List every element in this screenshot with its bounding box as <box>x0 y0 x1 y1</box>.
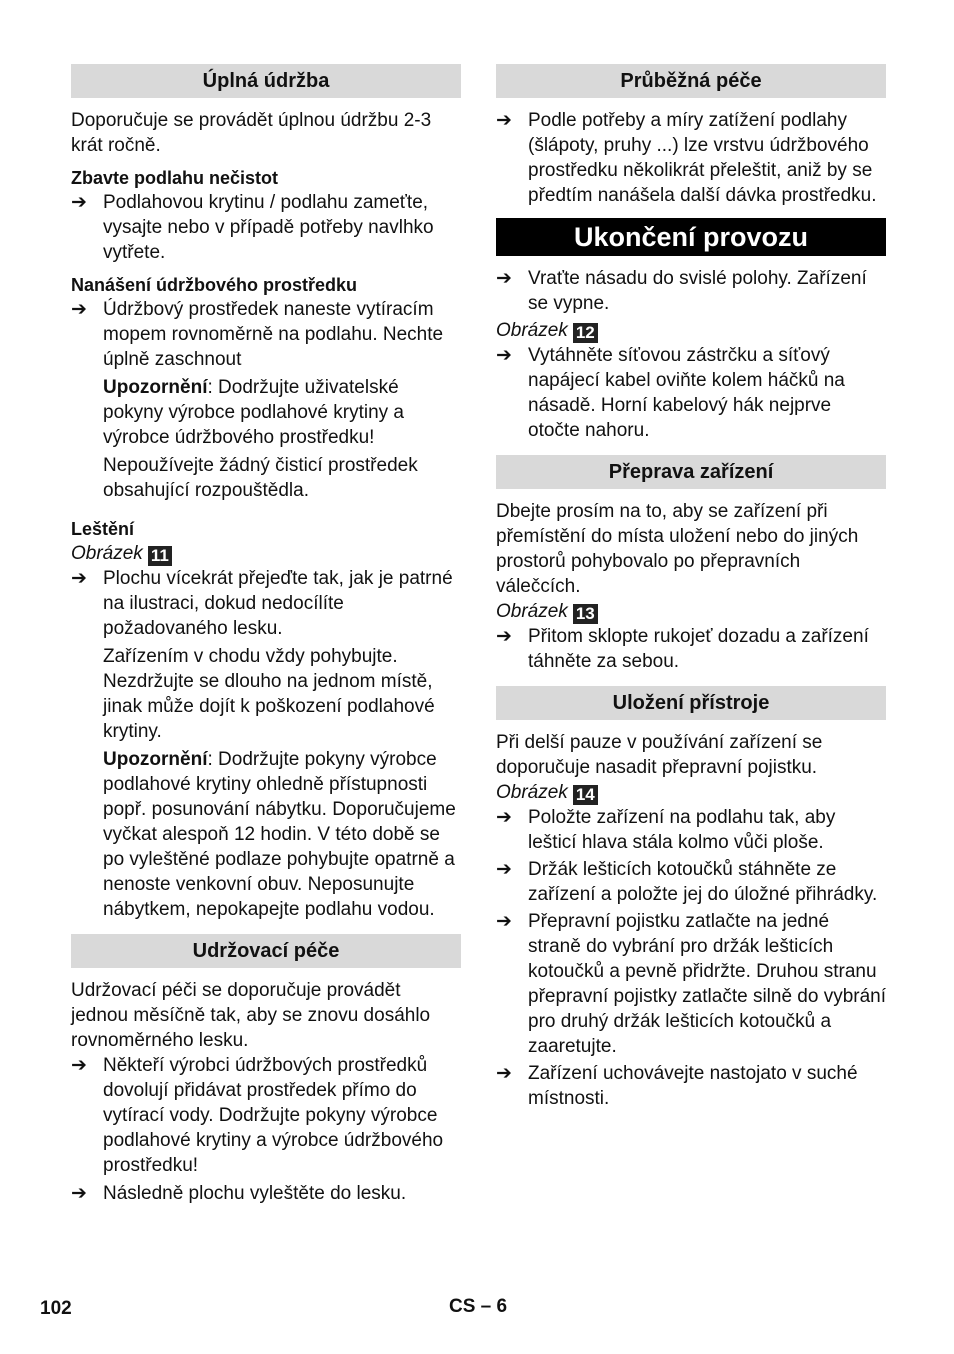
list-item-text: Vraťte násadu do svislé polohy. Zařízení se vypne. <box>528 268 867 314</box>
figure-reference <box>496 599 886 624</box>
note-label: Upozornění <box>103 377 208 398</box>
figure-number: 14 <box>573 785 598 805</box>
list-item-text: Vytáhněte síťovou zástrčku a síťový napájecí kabel oviňte kolem háčků na násadě. Horní kabelový hák nejprve otočte nahoru. <box>528 345 845 441</box>
note: Nepoužívejte žádný čisticí prostředek obsahující rozpouštědla. <box>103 455 418 501</box>
list-item-text: Položte zařízení na podlahu tak, aby lešticí hlava stála kolmo vůči ploše. <box>528 807 836 853</box>
list-item-text: Údržbový prostředek naneste vytíracím mopem rovnoměrně na podlahu. Nechte úplně zaschnout <box>103 299 444 370</box>
arrow-right-icon: ➔ <box>71 568 87 589</box>
section-heading-maintenance-care: Udržovací péče <box>71 934 461 968</box>
arrow-right-icon: ➔ <box>496 345 512 366</box>
list-item <box>71 1053 461 1178</box>
list-item <box>496 266 886 316</box>
list-item-text: Následně plochu vyleštěte do lesku. <box>103 1183 407 1204</box>
arrow-right-icon: ➔ <box>496 268 512 289</box>
list-item-text: Podle potřeby a míry zatížení podlahy (šlápoty, pruhy ...) lze vrstvu údržbového prostředku několikrát přeleštit, aniž by se předtím nanášela další dávka prostředku. <box>528 110 877 206</box>
list-item <box>71 297 461 372</box>
paragraph: Doporučuje se provádět úplnou údržbu 2-3 krát ročně. <box>71 110 432 156</box>
note-label: Upozornění <box>103 749 208 770</box>
list-item <box>496 805 886 855</box>
list-item <box>496 108 886 208</box>
right-column <box>496 64 886 1113</box>
section-heading-ongoing-care: Průběžná péče <box>496 64 886 98</box>
arrow-right-icon: ➔ <box>496 1063 512 1084</box>
figure-label: Obrázek <box>71 543 143 564</box>
note <box>71 747 461 922</box>
chapter-heading-shutdown: Ukončení provozu <box>496 218 886 256</box>
figure-number: 13 <box>573 604 598 624</box>
list-item-text: Zařízení uchovávejte nastojato v suché místnosti. <box>528 1063 858 1109</box>
arrow-right-icon: ➔ <box>496 859 512 880</box>
arrow-right-icon: ➔ <box>496 911 512 932</box>
paragraph: Při delší pauze v používání zařízení se doporučuje nasadit přepravní pojistku. <box>496 732 823 778</box>
paragraph: Dbejte prosím na to, aby se zařízení při přemístění do místa uložení nebo do jiných prostorů pohybovalo po přepravních válečcích. <box>496 501 859 597</box>
page-number: 102 <box>40 1298 72 1319</box>
arrow-right-icon: ➔ <box>496 807 512 828</box>
list-item-text: Držák lešticích kotoučků stáhněte ze zařízení a položte jej do úložné přihrádky. <box>528 859 878 905</box>
list-item <box>71 1181 461 1206</box>
list-item-text: Přepravní pojistku zatlačte na jedné straně do vybrání pro držák lešticích kotoučků a pevně přidržte. Druhou stranu přepravní pojistky zatlačte silně do vybrání pro druhý držák lešticích kotoučků a zaaretujte. <box>528 911 887 1057</box>
paragraph: Udržovací péči se doporučuje provádět jednou měsíčně tak, aby se znovu dosáhlo rovnoměrného lesku. <box>71 980 431 1051</box>
section-indicator: CS – 6 <box>449 1296 508 1317</box>
list-item-text: Plochu vícekrát přejeďte tak, jak je patrné na ilustraci, dokud nedocílíte požadovaného lesku. <box>103 568 453 639</box>
arrow-right-icon: ➔ <box>71 192 87 213</box>
section-heading-transport: Přeprava zařízení <box>496 455 886 489</box>
section-heading-storage: Uložení přístroje <box>496 686 886 720</box>
list-item <box>496 857 886 907</box>
list-item-text: Podlahovou krytinu / podlahu zameťte, vysajte nebo v případě potřeby navlhko vytřete. <box>103 192 434 263</box>
figure-number: 11 <box>148 546 172 566</box>
left-column <box>71 64 461 1208</box>
list-item <box>496 1061 886 1111</box>
figure-label: Obrázek <box>496 601 568 622</box>
list-item <box>496 624 886 674</box>
figure-number: 12 <box>573 323 598 343</box>
list-item-text: Přitom sklopte rukojeť dozadu a zařízení táhněte za sebou. <box>528 626 869 672</box>
subheading: Zbavte podlahu nečistot <box>71 168 279 188</box>
figure-reference <box>496 318 886 343</box>
list-item <box>71 566 461 641</box>
note-text: : Dodržujte pokyny výrobce podlahové krytiny ohledně přístupnosti popř. posunování nábytku. Doporučujeme vyčkat alespoň 12 hodin. V této době se po vyleštěné podlaze pohybujte opatrně a nenoste venkovní obuv. Neposunujte nábytkem, nepokapejte podlahu vodou. <box>103 749 456 920</box>
arrow-right-icon: ➔ <box>71 1183 87 1204</box>
subheading: Leštění <box>71 519 135 539</box>
note-text: : Dodržujte uživatelské pokyny výrobce podlahové krytiny a výrobce údržbového prostředku! <box>103 377 404 448</box>
arrow-right-icon: ➔ <box>496 110 512 131</box>
subheading: Nanášení údržbového prostředku <box>71 275 358 295</box>
arrow-right-icon: ➔ <box>71 1055 87 1076</box>
section-heading-full-maintenance: Úplná údržba <box>71 64 461 98</box>
list-item-text: Někteří výrobci údržbových prostředků dovolují přidávat prostředek přímo do vytírací vody. Dodržujte pokyny výrobce podlahové krytiny a výrobce údržbového prostředku! <box>103 1055 444 1176</box>
arrow-right-icon: ➔ <box>71 299 87 320</box>
note <box>71 375 461 450</box>
paragraph: Zařízením v chodu vždy pohybujte. Nezdržujte se dlouho na jednom místě, jinak může dojít k poškození podlahové krytiny. <box>103 646 435 742</box>
list-item <box>71 190 461 265</box>
list-item <box>496 343 886 443</box>
figure-label: Obrázek <box>496 782 568 803</box>
figure-reference <box>496 780 886 805</box>
arrow-right-icon: ➔ <box>496 626 512 647</box>
figure-reference <box>71 541 461 566</box>
figure-label: Obrázek <box>496 320 568 341</box>
list-item <box>496 909 886 1059</box>
